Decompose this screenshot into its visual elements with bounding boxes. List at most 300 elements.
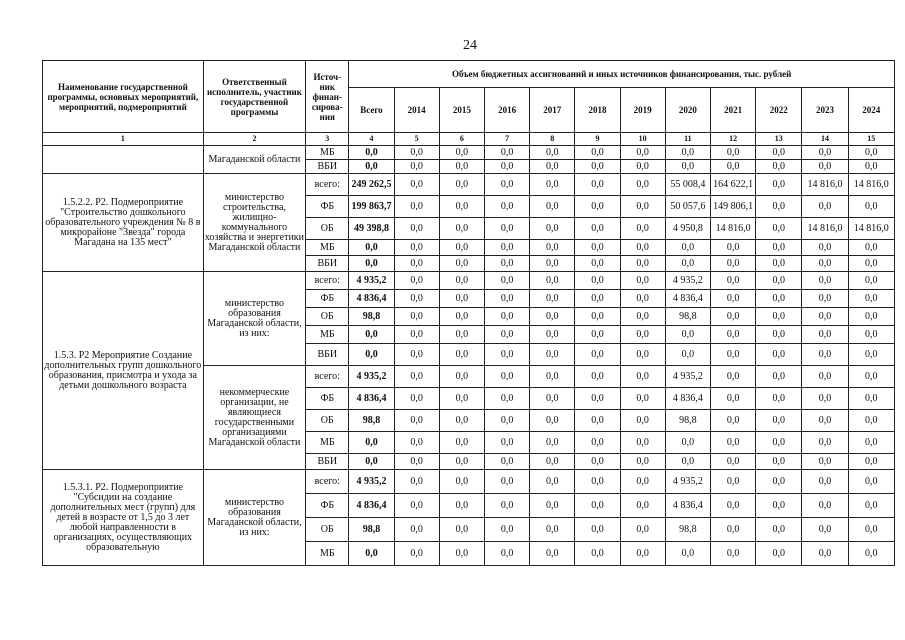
funding-source: МБ (306, 240, 349, 256)
amount-year: 0,0 (575, 196, 620, 218)
amount-year: 0,0 (802, 160, 848, 174)
header-column-number: 7 (484, 133, 529, 146)
amount-year: 0,0 (802, 146, 848, 160)
amount-year: 0,0 (620, 470, 665, 494)
amount-year: 0,0 (756, 256, 802, 272)
amount-year: 0,0 (439, 256, 484, 272)
amount-year: 0,0 (484, 272, 529, 290)
table-row (43, 174, 895, 196)
amount-year: 0,0 (620, 218, 665, 240)
amount-year: 0,0 (848, 290, 894, 308)
header-column-number: 8 (530, 133, 575, 146)
amount-total: 98,8 (349, 518, 394, 542)
amount-total: 98,8 (349, 410, 394, 432)
amount-year: 0,0 (710, 388, 755, 410)
amount-year: 0,0 (394, 454, 439, 470)
header-column-number: 2 (203, 133, 305, 146)
header-total: Всего (349, 88, 394, 133)
header-year: 2023 (802, 88, 848, 133)
header-year: 2014 (394, 88, 439, 133)
amount-year: 0,0 (620, 174, 665, 196)
amount-year: 0,0 (394, 240, 439, 256)
amount-year: 0,0 (620, 290, 665, 308)
amount-year: 0,0 (848, 410, 894, 432)
amount-year: 0,0 (848, 196, 894, 218)
amount-year: 0,0 (575, 410, 620, 432)
amount-year: 0,0 (802, 272, 848, 290)
amount-year: 14 816,0 (848, 174, 894, 196)
amount-year: 0,0 (620, 240, 665, 256)
amount-year: 0,0 (848, 160, 894, 174)
amount-year: 0,0 (530, 174, 575, 196)
header-year: 2016 (484, 88, 529, 133)
amount-year: 0,0 (439, 454, 484, 470)
amount-year: 0,0 (848, 454, 894, 470)
amount-year: 0,0 (756, 470, 802, 494)
responsible-executor: некоммерческие организации, не являющиеся государственными организациями Магаданской области (203, 366, 305, 470)
amount-year: 0,0 (710, 432, 755, 454)
amount-year: 0,0 (394, 542, 439, 566)
amount-year: 0,0 (848, 388, 894, 410)
amount-total: 98,8 (349, 308, 394, 326)
amount-year: 0,0 (575, 388, 620, 410)
header-responsible: Ответственный исполнитель, участник государственной программы (203, 61, 305, 133)
amount-total: 0,0 (349, 344, 394, 366)
amount-total: 4 836,4 (349, 494, 394, 518)
amount-year: 0,0 (575, 454, 620, 470)
amount-year: 50 057,6 (665, 196, 710, 218)
funding-source: ВБИ (306, 160, 349, 174)
amount-year: 0,0 (439, 388, 484, 410)
amount-year: 149 806,1 (710, 196, 755, 218)
amount-year: 0,0 (756, 218, 802, 240)
amount-year: 0,0 (439, 542, 484, 566)
activity-name: 1.5.2.2. Р2. Подмероприятие "Строительство дошкольного образовательного учреждения № 8 в микрорайоне "Звезда" города Магадана на 135 мест" (43, 174, 204, 272)
amount-year: 0,0 (530, 494, 575, 518)
amount-total: 0,0 (349, 160, 394, 174)
amount-total: 0,0 (349, 454, 394, 470)
header-column-number: 3 (306, 133, 349, 146)
amount-year: 0,0 (530, 196, 575, 218)
amount-year: 0,0 (802, 196, 848, 218)
amount-year: 55 008,4 (665, 174, 710, 196)
amount-year: 0,0 (530, 326, 575, 344)
header-year: 2019 (620, 88, 665, 133)
amount-year: 0,0 (756, 366, 802, 388)
amount-year: 0,0 (710, 542, 755, 566)
amount-year: 0,0 (484, 256, 529, 272)
header-column-number: 10 (620, 133, 665, 146)
amount-year: 0,0 (439, 470, 484, 494)
amount-year: 0,0 (756, 542, 802, 566)
amount-year: 0,0 (439, 290, 484, 308)
header-year: 2015 (439, 88, 484, 133)
amount-total: 4 836,4 (349, 388, 394, 410)
responsible-executor: Магаданской области (203, 146, 305, 174)
amount-year: 0,0 (848, 146, 894, 160)
amount-total: 4 935,2 (349, 272, 394, 290)
funding-source: МБ (306, 542, 349, 566)
amount-year: 0,0 (620, 308, 665, 326)
amount-year: 0,0 (620, 196, 665, 218)
header-number-row (43, 133, 895, 146)
amount-year: 0,0 (756, 432, 802, 454)
amount-year: 0,0 (756, 344, 802, 366)
amount-year: 0,0 (710, 240, 755, 256)
amount-year: 0,0 (484, 494, 529, 518)
amount-year: 0,0 (802, 344, 848, 366)
amount-year: 0,0 (530, 344, 575, 366)
amount-year: 0,0 (848, 542, 894, 566)
amount-year: 0,0 (620, 388, 665, 410)
amount-year: 0,0 (756, 290, 802, 308)
amount-year: 0,0 (530, 432, 575, 454)
amount-year: 0,0 (710, 272, 755, 290)
amount-year: 0,0 (710, 454, 755, 470)
amount-year: 0,0 (394, 432, 439, 454)
amount-year: 0,0 (802, 542, 848, 566)
amount-year: 0,0 (802, 494, 848, 518)
amount-year: 0,0 (394, 410, 439, 432)
amount-year: 0,0 (756, 494, 802, 518)
amount-year: 0,0 (484, 146, 529, 160)
header-year: 2021 (710, 88, 755, 133)
amount-year: 0,0 (802, 454, 848, 470)
amount-year: 0,0 (484, 432, 529, 454)
amount-total: 4 836,4 (349, 290, 394, 308)
funding-source: всего: (306, 366, 349, 388)
amount-year: 0,0 (620, 272, 665, 290)
amount-year: 4 935,2 (665, 470, 710, 494)
amount-year: 0,0 (802, 256, 848, 272)
funding-source: ФБ (306, 388, 349, 410)
amount-year: 0,0 (665, 160, 710, 174)
amount-year: 4 935,2 (665, 272, 710, 290)
amount-total: 4 935,2 (349, 470, 394, 494)
activity-name: 1.5.3.1. Р2. Подмероприятие "Субсидии на создание дополнительных мест (групп) для детей в возрасте от 1,5 до 3 лет любой направленности в организациях, осуществляющих образовательную (43, 470, 204, 566)
amount-year: 0,0 (848, 518, 894, 542)
amount-year: 0,0 (620, 542, 665, 566)
table-row (43, 146, 895, 160)
amount-year: 0,0 (394, 256, 439, 272)
amount-year: 0,0 (394, 290, 439, 308)
amount-total: 0,0 (349, 256, 394, 272)
funding-source: ОБ (306, 308, 349, 326)
amount-total: 0,0 (349, 542, 394, 566)
amount-year: 0,0 (802, 326, 848, 344)
amount-year: 0,0 (665, 344, 710, 366)
amount-total: 249 262,5 (349, 174, 394, 196)
amount-year: 0,0 (756, 272, 802, 290)
amount-year: 0,0 (756, 196, 802, 218)
amount-year: 0,0 (802, 240, 848, 256)
amount-year: 0,0 (439, 366, 484, 388)
amount-year: 0,0 (439, 174, 484, 196)
amount-year: 0,0 (756, 518, 802, 542)
funding-source: ФБ (306, 494, 349, 518)
amount-year: 0,0 (484, 470, 529, 494)
amount-year: 0,0 (394, 308, 439, 326)
amount-year: 0,0 (756, 174, 802, 196)
amount-year: 0,0 (848, 470, 894, 494)
amount-year: 0,0 (575, 174, 620, 196)
amount-year: 14 816,0 (802, 174, 848, 196)
amount-year: 0,0 (710, 160, 755, 174)
amount-year: 0,0 (620, 326, 665, 344)
amount-year: 0,0 (620, 494, 665, 518)
header-year: 2018 (575, 88, 620, 133)
amount-year: 0,0 (710, 290, 755, 308)
amount-total: 0,0 (349, 326, 394, 344)
amount-total: 0,0 (349, 146, 394, 160)
header-source: Источ-ник финан-сирова-ния (306, 61, 349, 133)
amount-year: 0,0 (530, 308, 575, 326)
table-row (43, 272, 895, 290)
amount-year: 0,0 (484, 160, 529, 174)
amount-year: 0,0 (530, 218, 575, 240)
amount-year: 0,0 (439, 432, 484, 454)
amount-year: 0,0 (530, 160, 575, 174)
amount-year: 0,0 (575, 366, 620, 388)
amount-year: 0,0 (575, 308, 620, 326)
amount-total: 0,0 (349, 240, 394, 256)
amount-year: 0,0 (484, 174, 529, 196)
header-column-number: 6 (439, 133, 484, 146)
amount-year: 4 935,2 (665, 366, 710, 388)
header-year: 2020 (665, 88, 710, 133)
amount-year: 0,0 (394, 366, 439, 388)
amount-year: 0,0 (394, 518, 439, 542)
amount-year: 0,0 (710, 344, 755, 366)
amount-year: 0,0 (575, 470, 620, 494)
amount-year: 0,0 (575, 160, 620, 174)
amount-year: 0,0 (439, 494, 484, 518)
amount-year: 0,0 (575, 344, 620, 366)
header-column-number: 14 (802, 133, 848, 146)
amount-year: 0,0 (710, 366, 755, 388)
amount-year: 0,0 (710, 494, 755, 518)
amount-year: 0,0 (575, 518, 620, 542)
amount-year: 0,0 (848, 308, 894, 326)
funding-source: ВБИ (306, 454, 349, 470)
amount-year: 0,0 (484, 542, 529, 566)
amount-year: 0,0 (394, 326, 439, 344)
amount-year: 14 816,0 (848, 218, 894, 240)
amount-year: 0,0 (756, 146, 802, 160)
amount-year: 98,8 (665, 410, 710, 432)
amount-year: 0,0 (848, 326, 894, 344)
amount-year: 0,0 (802, 432, 848, 454)
amount-year: 0,0 (575, 240, 620, 256)
amount-year: 0,0 (620, 454, 665, 470)
header-column-number: 4 (349, 133, 394, 146)
funding-source: МБ (306, 326, 349, 344)
amount-year: 14 816,0 (710, 218, 755, 240)
amount-year: 0,0 (394, 218, 439, 240)
header-column-number: 13 (756, 133, 802, 146)
amount-year: 4 836,4 (665, 494, 710, 518)
amount-year: 0,0 (394, 196, 439, 218)
amount-year: 0,0 (710, 326, 755, 344)
amount-year: 0,0 (394, 470, 439, 494)
amount-year: 0,0 (620, 518, 665, 542)
header-column-number: 11 (665, 133, 710, 146)
amount-year: 0,0 (439, 146, 484, 160)
header-name: Наименование государственной программы, основных мероприятий, мероприятий, подмероприятий (43, 61, 204, 133)
funding-source: ВБИ (306, 256, 349, 272)
amount-year: 0,0 (484, 196, 529, 218)
amount-year: 0,0 (802, 410, 848, 432)
amount-year: 0,0 (665, 256, 710, 272)
amount-total: 199 863,7 (349, 196, 394, 218)
amount-year: 0,0 (484, 388, 529, 410)
amount-year: 0,0 (620, 256, 665, 272)
funding-source: всего: (306, 470, 349, 494)
header-column-number: 15 (848, 133, 894, 146)
amount-year: 0,0 (848, 366, 894, 388)
amount-year: 0,0 (484, 290, 529, 308)
amount-year: 0,0 (484, 454, 529, 470)
amount-year: 0,0 (620, 146, 665, 160)
amount-year: 0,0 (756, 326, 802, 344)
amount-year: 0,0 (756, 160, 802, 174)
amount-year: 0,0 (575, 290, 620, 308)
amount-year: 0,0 (620, 366, 665, 388)
amount-year: 0,0 (848, 272, 894, 290)
header-column-number: 9 (575, 133, 620, 146)
amount-year: 0,0 (575, 542, 620, 566)
amount-total: 49 398,8 (349, 218, 394, 240)
amount-year: 0,0 (802, 518, 848, 542)
amount-year: 0,0 (756, 454, 802, 470)
amount-year: 0,0 (756, 240, 802, 256)
funding-source: ФБ (306, 196, 349, 218)
amount-year: 0,0 (530, 542, 575, 566)
amount-year: 0,0 (665, 542, 710, 566)
amount-year: 0,0 (484, 308, 529, 326)
amount-year: 0,0 (439, 196, 484, 218)
amount-year: 0,0 (530, 470, 575, 494)
header-column-number: 5 (394, 133, 439, 146)
amount-year: 0,0 (710, 470, 755, 494)
amount-year: 0,0 (620, 344, 665, 366)
amount-year: 0,0 (575, 494, 620, 518)
amount-year: 0,0 (439, 344, 484, 366)
table-row (43, 470, 895, 494)
funding-source: ВБИ (306, 344, 349, 366)
amount-year: 0,0 (484, 240, 529, 256)
amount-year: 0,0 (665, 146, 710, 160)
budget-table (42, 60, 895, 566)
header-year: 2017 (530, 88, 575, 133)
amount-year: 0,0 (710, 146, 755, 160)
amount-year: 0,0 (530, 272, 575, 290)
funding-source: ОБ (306, 410, 349, 432)
amount-year: 0,0 (394, 388, 439, 410)
amount-year: 0,0 (394, 494, 439, 518)
amount-year: 0,0 (848, 432, 894, 454)
header-column-number: 12 (710, 133, 755, 146)
amount-year: 0,0 (575, 432, 620, 454)
amount-year: 0,0 (802, 290, 848, 308)
amount-year: 0,0 (665, 326, 710, 344)
amount-year: 0,0 (530, 256, 575, 272)
amount-year: 0,0 (484, 218, 529, 240)
amount-year: 0,0 (530, 388, 575, 410)
amount-total: 0,0 (349, 432, 394, 454)
amount-year: 4 836,4 (665, 388, 710, 410)
amount-year: 0,0 (802, 470, 848, 494)
amount-year: 0,0 (665, 432, 710, 454)
amount-year: 0,0 (710, 410, 755, 432)
header-volume: Объем бюджетных ассигнований и иных источников финансирования, тыс. рублей (349, 61, 895, 88)
amount-year: 0,0 (710, 308, 755, 326)
page-number: 24 (463, 38, 477, 53)
amount-year: 0,0 (394, 272, 439, 290)
amount-year: 0,0 (439, 272, 484, 290)
amount-year: 0,0 (802, 308, 848, 326)
amount-year: 0,0 (394, 344, 439, 366)
amount-year: 0,0 (439, 218, 484, 240)
amount-year: 0,0 (484, 366, 529, 388)
amount-year: 0,0 (575, 256, 620, 272)
amount-total: 4 935,2 (349, 366, 394, 388)
amount-year: 4 950,8 (665, 218, 710, 240)
amount-year: 0,0 (530, 240, 575, 256)
amount-year: 0,0 (710, 256, 755, 272)
amount-year: 0,0 (575, 326, 620, 344)
responsible-executor: министерство образования Магаданской области, из них: (203, 272, 305, 366)
amount-year: 0,0 (439, 308, 484, 326)
amount-year: 0,0 (484, 344, 529, 366)
funding-source: всего: (306, 174, 349, 196)
amount-year: 14 816,0 (802, 218, 848, 240)
amount-year: 0,0 (439, 160, 484, 174)
amount-year: 0,0 (756, 410, 802, 432)
funding-source: МБ (306, 432, 349, 454)
amount-year: 0,0 (575, 272, 620, 290)
amount-year: 0,0 (665, 454, 710, 470)
funding-source: ОБ (306, 218, 349, 240)
amount-year: 0,0 (575, 146, 620, 160)
amount-year: 0,0 (439, 410, 484, 432)
header-year: 2024 (848, 88, 894, 133)
amount-year: 98,8 (665, 518, 710, 542)
amount-year: 0,0 (484, 410, 529, 432)
amount-year: 0,0 (394, 174, 439, 196)
amount-year: 0,0 (484, 326, 529, 344)
amount-year: 0,0 (756, 388, 802, 410)
amount-year: 98,8 (665, 308, 710, 326)
amount-year: 0,0 (665, 240, 710, 256)
amount-year: 0,0 (530, 290, 575, 308)
activity-name: 1.5.3. Р2 Мероприятие Создание дополнительных групп дошкольного образования, присмотра и ухода за детьми дошкольного возраста (43, 272, 204, 470)
header-column-number: 1 (43, 133, 204, 146)
amount-year: 0,0 (394, 146, 439, 160)
amount-year: 0,0 (620, 432, 665, 454)
responsible-executor: министерство строительства, жилищно-коммунального хозяйства и энергетики Магаданской области (203, 174, 305, 272)
amount-year: 0,0 (530, 366, 575, 388)
amount-year: 0,0 (484, 518, 529, 542)
amount-year: 0,0 (575, 218, 620, 240)
activity-name (43, 146, 204, 174)
amount-year: 0,0 (848, 494, 894, 518)
amount-year: 0,0 (530, 410, 575, 432)
amount-year: 0,0 (530, 454, 575, 470)
funding-source: ОБ (306, 518, 349, 542)
funding-source: всего: (306, 272, 349, 290)
amount-year: 0,0 (530, 518, 575, 542)
